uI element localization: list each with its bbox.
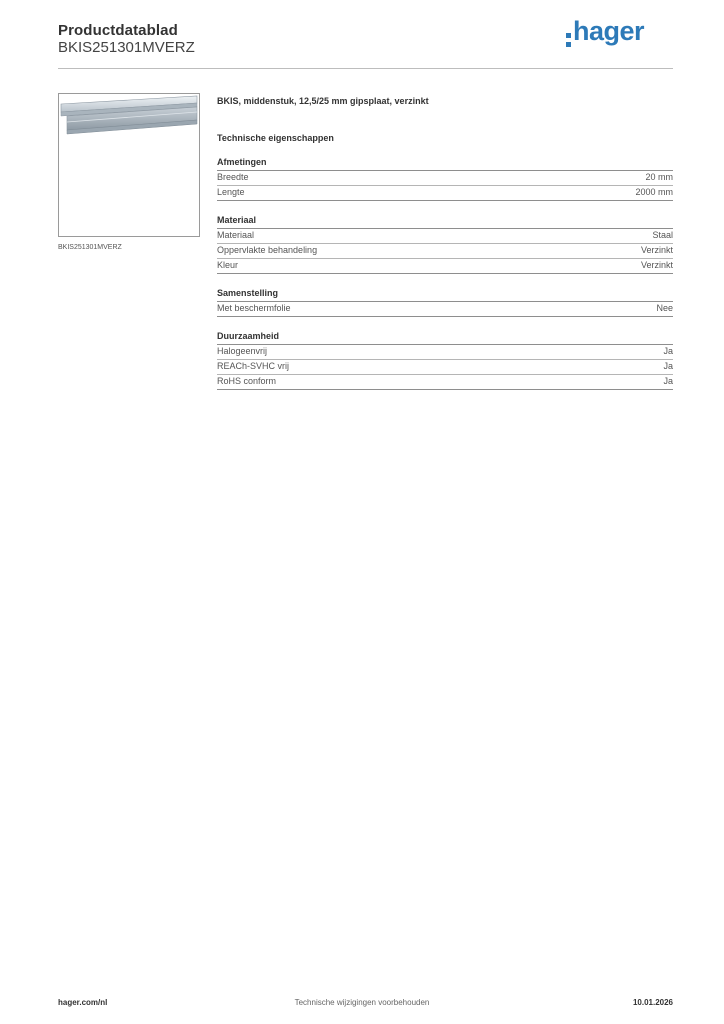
footer-website-link[interactable]: hager.com/nl bbox=[58, 998, 108, 1007]
logo-text: hager bbox=[573, 16, 645, 46]
content-column bbox=[217, 96, 673, 390]
spec-value: Verzinkt bbox=[640, 260, 673, 270]
footer-disclaimer: Technische wijzigingen voorbehouden bbox=[294, 998, 430, 1007]
spec-group-samenstelling bbox=[217, 288, 673, 317]
spec-label: REACh-SVHC vrij bbox=[217, 361, 290, 371]
spec-group-duurzaamheid bbox=[217, 331, 673, 390]
spec-value: 20 mm bbox=[645, 172, 673, 182]
spec-row bbox=[217, 360, 673, 375]
spec-row bbox=[217, 345, 673, 360]
group-title: Materiaal bbox=[217, 215, 673, 229]
spec-row bbox=[217, 259, 673, 274]
spec-label: Breedte bbox=[217, 172, 249, 182]
spec-row bbox=[217, 375, 673, 390]
spec-value: Staal bbox=[652, 230, 673, 240]
spec-label: Halogeenvrij bbox=[217, 346, 268, 356]
spec-label: Materiaal bbox=[217, 230, 255, 240]
page-title: Productdatablad bbox=[58, 22, 178, 39]
footer-date: 10.01.2026 bbox=[632, 998, 673, 1007]
spec-row bbox=[217, 171, 673, 186]
spec-label: RoHS conform bbox=[217, 376, 277, 386]
metal-rail-image bbox=[59, 94, 199, 236]
group-title: Afmetingen bbox=[217, 157, 673, 171]
spec-group-afmetingen bbox=[217, 157, 673, 201]
group-title: Samenstelling bbox=[217, 288, 673, 302]
spec-value: Ja bbox=[663, 346, 673, 356]
section-title: Technische eigenschappen bbox=[217, 133, 334, 143]
spec-row bbox=[217, 229, 673, 244]
spec-value: Ja bbox=[663, 361, 673, 371]
spec-label: Met beschermfolie bbox=[217, 303, 291, 313]
spec-value: Nee bbox=[656, 303, 673, 313]
spec-group-materiaal bbox=[217, 215, 673, 274]
image-caption: BKIS251301MVERZ bbox=[58, 244, 122, 251]
spec-row bbox=[217, 302, 673, 317]
hager-logo bbox=[566, 16, 644, 47]
logo-dots-icon bbox=[566, 33, 571, 47]
spec-value: Ja bbox=[663, 376, 673, 386]
product-image bbox=[58, 93, 200, 237]
spec-label: Kleur bbox=[217, 260, 239, 270]
spec-row bbox=[217, 244, 673, 259]
product-code: BKIS251301MVERZ bbox=[58, 39, 195, 56]
header-divider bbox=[58, 68, 673, 69]
spec-label: Lengte bbox=[217, 187, 245, 197]
spec-value: 2000 mm bbox=[635, 187, 673, 197]
spec-row bbox=[217, 186, 673, 201]
product-description: BKIS, middenstuk, 12,5/25 mm gipsplaat, verzinkt bbox=[217, 96, 429, 106]
group-title: Duurzaamheid bbox=[217, 331, 673, 345]
spec-label: Oppervlakte behandeling bbox=[217, 245, 318, 255]
spec-value: Verzinkt bbox=[640, 245, 673, 255]
